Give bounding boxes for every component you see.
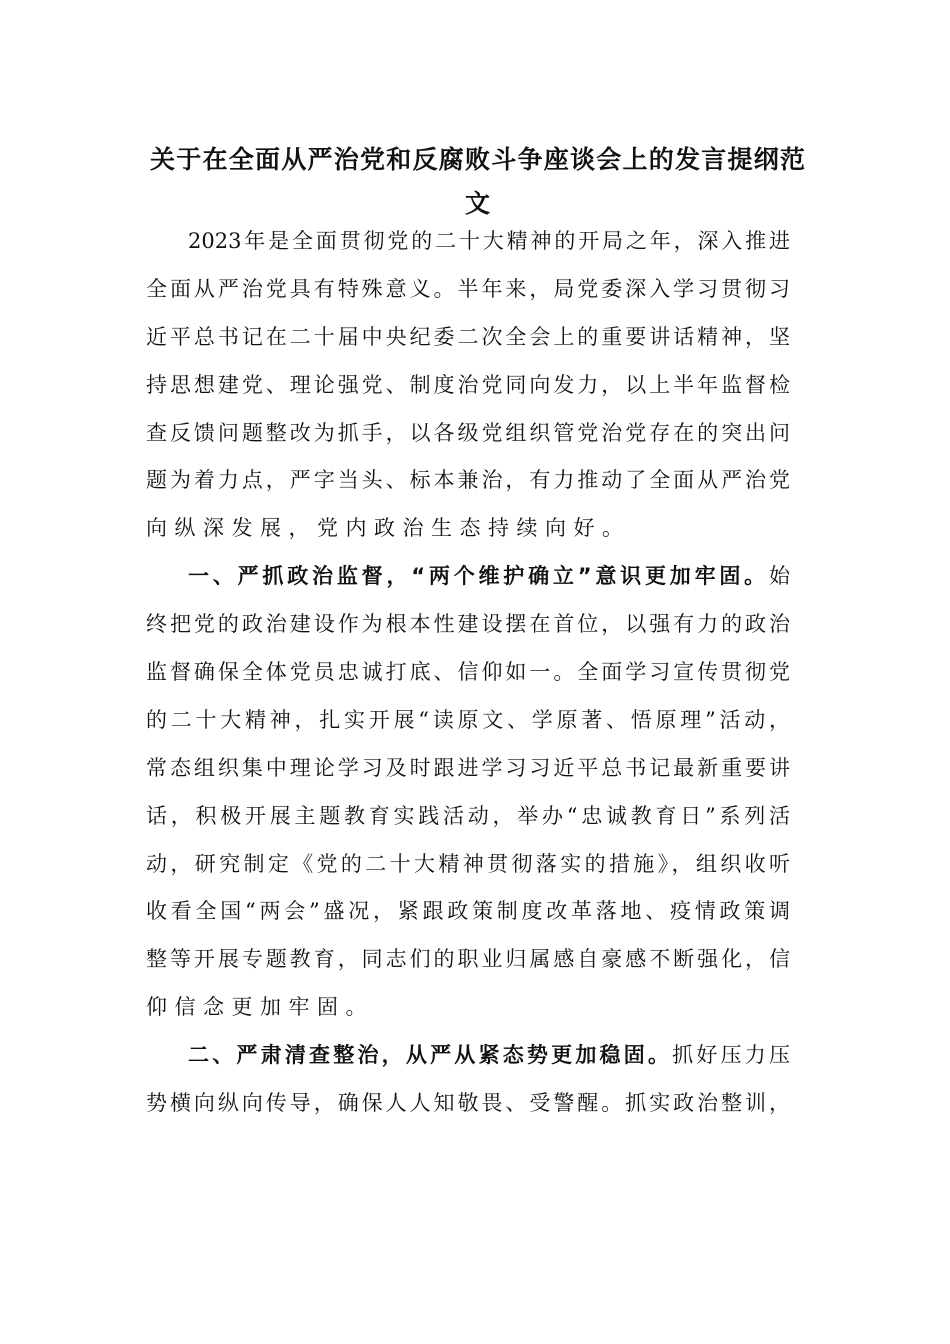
document-title-continued: 文	[464, 189, 490, 218]
paragraph-section-1	[146, 559, 790, 1038]
text-line: 全面从严治党具有特殊意义。半年来，局党委深入学习贯彻习	[146, 276, 790, 301]
text-line: 常态组织集中理论学习及时跟进学习习近平总书记最新重要讲	[146, 755, 790, 780]
text-line: 势横向纵向传导，确保人人知敬畏、受警醒。抓实政治整训，	[146, 1091, 790, 1116]
text-line: 题为着力点，严字当头、标本兼治，有力推动了全面从严治党	[146, 468, 790, 493]
text-line: 近平总书记在二十届中央纪委二次全会上的重要讲话精神，坚	[146, 324, 790, 349]
text-line: 的二十大精神，扎实开展“读原文、学原著、悟原理”活动，	[146, 707, 790, 732]
document-title: 关于在全面从严治党和反腐败斗争座谈会上的发言提纲范	[150, 145, 805, 174]
text-line: 整等开展专题教育，同志们的职业归属感自豪感不断强化，信	[146, 947, 790, 972]
text-run: 始	[769, 564, 790, 589]
section-heading-line	[146, 1038, 790, 1086]
text-line: 话，积极开展主题教育实践活动，举办“忠诚教育日”系列活	[146, 803, 790, 828]
document-body	[146, 224, 790, 1134]
text-line: 2023年是全面贯彻党的二十大精神的开局之年，深入推进	[188, 229, 790, 253]
section-heading-line	[146, 559, 790, 607]
text-line: 向纵深发展，党内政治生态持续向好。	[146, 516, 631, 541]
text-run: 抓好压力压	[672, 1043, 791, 1068]
text-line: 查反馈问题整改为抓手，以各级党组织管党治党存在的突出问	[146, 420, 790, 445]
text-line: 监督确保全体党员忠诚打底、信仰如一。全面学习宣传贯彻党	[146, 660, 790, 685]
paragraph-intro	[146, 224, 790, 559]
text-line: 仰信念更加牢固。	[146, 995, 374, 1020]
text-line: 收看全国“两会”盛况，紧跟政策制度改革落地、疫情政策调	[146, 899, 790, 924]
text-line: 动，研究制定《党的二十大精神贯彻落实的措施》，组织收听	[146, 851, 790, 876]
text-line: 终把党的政治建设作为根本性建设摆在首位，以强有力的政治	[146, 612, 790, 637]
text-line: 持思想建党、理论强党、制度治党同向发力，以上半年监督检	[146, 372, 790, 397]
section-heading: 二、严肃清查整治，从严从紧态势更加稳固。	[188, 1043, 673, 1068]
paragraph-section-2	[146, 1038, 790, 1134]
section-heading: 一、严抓政治监督，“两个维护确立”意识更加牢固。	[188, 564, 769, 589]
